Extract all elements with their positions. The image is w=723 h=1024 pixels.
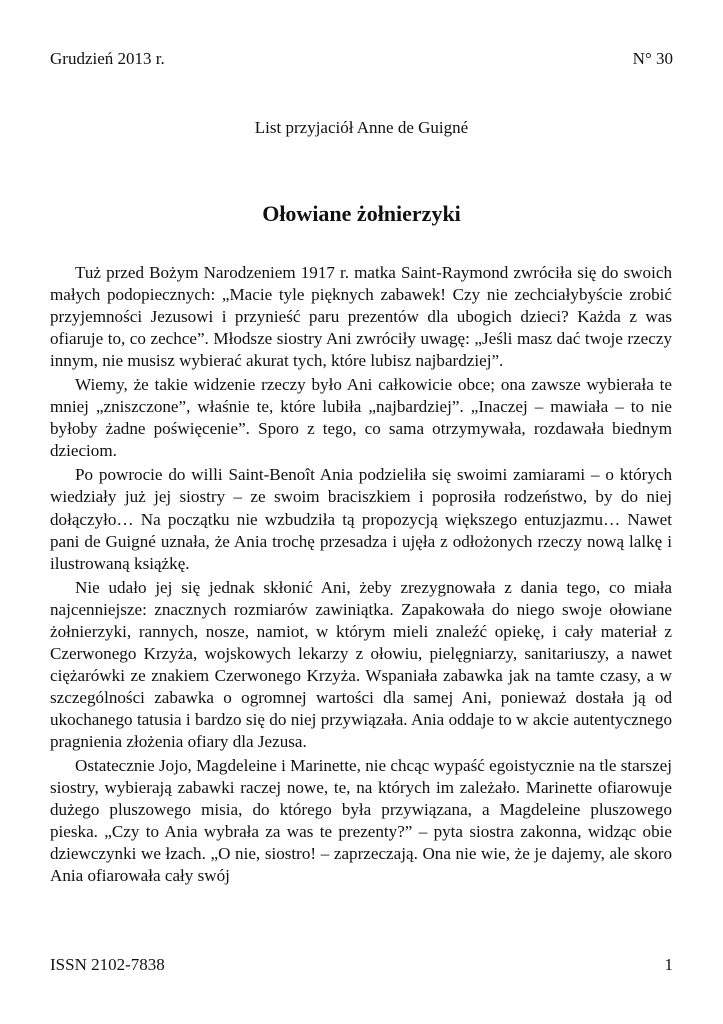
page-header <box>50 48 673 70</box>
newsletter-subtitle: List przyjaciół Anne de Guigné <box>254 118 469 137</box>
paragraph-5: Ostatecznie Jojo, Magdeleine i Marinette, nie chcąc wypaść egoistycznie na tle starszej siostry, wybierają zabawki raczej nowe, te, na których im zależało. Marinette ofiarowuje dużego pluszowego misia, do którego była przywiązana, a Magdeleine pluszowego pieska. „Czy to Ania wybrała za was te prezenty?” – pyta siostra zakonna, widząc obie dziewczynki we łzach. „O nie, siostro! – zaprzeczają. Ona nie wie, że je dajemy, ale skoro Ania ofiarowała cały swój <box>50 756 672 886</box>
page-footer <box>50 954 673 976</box>
paragraph-2: Wiemy, że takie widzenie rzeczy było Ani całkowicie obce; ona zawsze wybierała te mniej „zniszczone”, właśnie te, które lubiła „najbardziej”. „Inaczej – mawiała – to nie byłoby żadne poświęcenie”. Sporo z tego, co sama otrzymywała, rozdawała biednym dzieciom. <box>50 375 672 461</box>
article-body <box>50 262 672 889</box>
paragraph-4: Nie udało jej się jednak skłonić Ani, żeby zrezygnowała z dania tego, co miała najcenniejsze: znacznych rozmiarów zawiniątka. Zapakowała do niego swoje ołowiane żołnierzyki, rannych, nosze, namiot, w którym mieli znaleźć opiekę, i cały materiał z Czerwonego Krzyża, wojskowych lekarzy z ołowiu, pielęgniarzy, sanitariuszy, a nawet ciężarówki ze znakiem Czerwonego Krzyża. Wspaniała zabawka jak na tamte czasy, a w szczególności zabawka o ogromnej wartości dla samej Ani, ponieważ dostała ją od ukochanego tatusia i bardzo się do niej przywiązała. Ania oddaje to w akcie autentycznego pragnienia złożenia ofiary dla Jezusa. <box>50 577 672 751</box>
header-date: Grudzień 2013 r. <box>50 49 165 68</box>
footer-issn: ISSN 2102-7838 <box>50 955 165 974</box>
header-issue-number: N° 30 <box>632 49 673 68</box>
article-title: Ołowiane żołnierzyki <box>262 201 461 226</box>
footer-page-number: 1 <box>664 955 673 974</box>
paragraph-1: Tuż przed Bożym Narodzeniem 1917 r. matka Saint-Raymond zwróciła się do swoich małych podopiecznych: „Macie tyle pięknych zabawek! Czy nie zechciałybyście zrobić przyjemności Jezusowi i przynieść paru prezentów dla ubogich dzieci? Każda z was ofiaruje to, co zechce”. Młodsze siostry Ani zwróciły uwagę: „Jeśli masz dać twoje rzeczy innym, nie musisz wybierać akurat tych, które lubisz najbardziej”. <box>50 263 672 371</box>
paragraph-3: Po powrocie do willi Saint-Benoît Ania podzieliła się swoimi zamiarami – o których wiedziały już jej siostry – ze swoim braciszkiem i poprosiła rodzeństwo, by do niej dołączyło… Na początku nie wzbudziła tą propozycją większego entuzjazmu… Nawet pani de Guigné uznała, że Ania trochę przesadza i ujęła z odłożonych rzeczy nową lalkę i ilustrowaną książkę. <box>50 465 672 573</box>
